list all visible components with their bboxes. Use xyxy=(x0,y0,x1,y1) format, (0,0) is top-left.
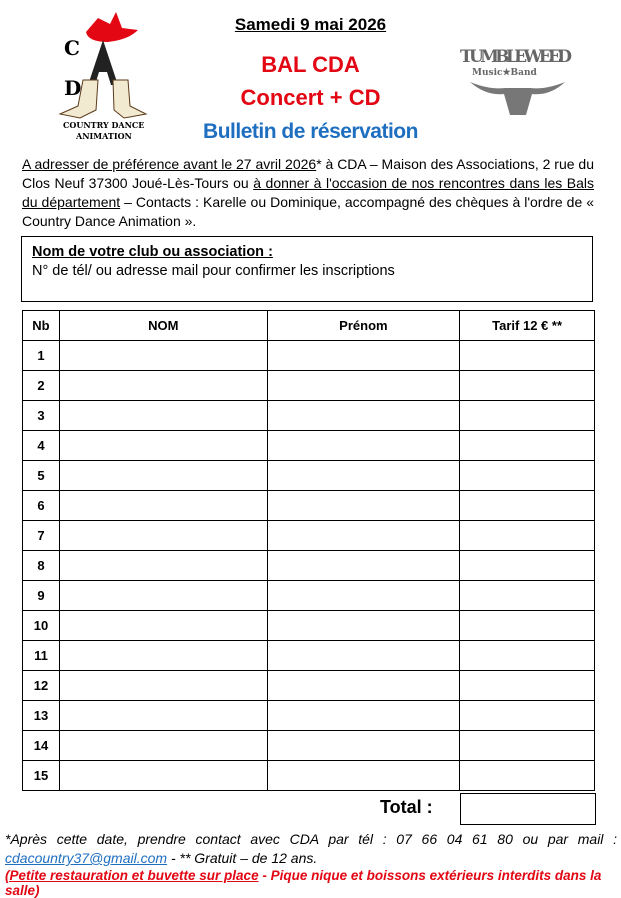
free-note: - ** Gratuit – de 12 ans. xyxy=(167,850,318,866)
tarif-cell[interactable] xyxy=(460,491,595,521)
prenom-cell[interactable] xyxy=(267,371,460,401)
nom-cell[interactable] xyxy=(59,611,267,641)
food-note-1: (Petite restauration et buvette sur place xyxy=(5,868,259,883)
nom-cell[interactable] xyxy=(59,671,267,701)
table-row xyxy=(23,401,595,431)
event-subtitle: Concert + CD xyxy=(240,85,381,110)
club-box[interactable] xyxy=(21,236,593,302)
table-row xyxy=(23,701,595,731)
nom-cell[interactable] xyxy=(59,401,267,431)
prenom-cell[interactable] xyxy=(267,701,460,731)
row-number: 11 xyxy=(23,641,60,671)
prenom-cell[interactable] xyxy=(267,551,460,581)
row-number: 5 xyxy=(23,461,60,491)
table-row xyxy=(23,371,595,401)
tarif-cell[interactable] xyxy=(460,521,595,551)
table-row xyxy=(23,581,595,611)
table-header xyxy=(23,311,595,341)
col-tarif: Tarif 12 € ** xyxy=(460,311,595,341)
row-number: 1 xyxy=(23,341,60,371)
table-row xyxy=(23,431,595,461)
svg-text:TUMBLEWEED: TUMBLEWEED xyxy=(460,47,572,67)
prenom-cell[interactable] xyxy=(267,431,460,461)
prenom-cell[interactable] xyxy=(267,491,460,521)
row-number: 4 xyxy=(23,431,60,461)
table-row xyxy=(23,461,595,491)
row-number: 15 xyxy=(23,761,60,791)
row-number: 10 xyxy=(23,611,60,641)
row-number: 6 xyxy=(23,491,60,521)
row-number: 8 xyxy=(23,551,60,581)
row-number: 3 xyxy=(23,401,60,431)
nom-cell[interactable] xyxy=(59,461,267,491)
svg-text:COUNTRY DANCE: COUNTRY DANCE xyxy=(63,120,145,130)
club-label: Nom de votre club ou association : xyxy=(32,244,273,260)
tarif-cell[interactable] xyxy=(460,581,595,611)
nom-cell[interactable] xyxy=(59,371,267,401)
row-number: 9 xyxy=(23,581,60,611)
svg-text:ANIMATION: ANIMATION xyxy=(76,131,132,141)
svg-text:C: C xyxy=(64,36,80,60)
nom-cell[interactable] xyxy=(59,551,267,581)
prenom-cell[interactable] xyxy=(267,671,460,701)
table-row xyxy=(23,491,595,521)
event-date: Samedi 9 mai 2026 xyxy=(234,15,387,34)
table-row xyxy=(23,611,595,641)
nom-cell[interactable] xyxy=(59,581,267,611)
prenom-cell[interactable] xyxy=(267,521,460,551)
event-title: BAL CDA xyxy=(261,52,360,77)
tarif-cell[interactable] xyxy=(460,671,595,701)
nom-cell[interactable] xyxy=(59,641,267,671)
table-row xyxy=(23,671,595,701)
nom-cell[interactable] xyxy=(59,731,267,761)
row-number: 13 xyxy=(23,701,60,731)
footer-note xyxy=(5,830,617,868)
tarif-cell[interactable] xyxy=(460,641,595,671)
tarif-cell[interactable] xyxy=(460,611,595,641)
email-link[interactable]: cdacountry37@gmail.com xyxy=(5,850,168,866)
col-prenom: Prénom xyxy=(267,311,460,341)
tarif-cell[interactable] xyxy=(460,761,595,791)
tarif-cell[interactable] xyxy=(460,701,595,731)
form-heading: Bulletin de réservation xyxy=(203,120,418,143)
address: * à CDA – Maison des Associations, 2 rue du Clos Neuf 37300 Joué-Lès-Tours ou xyxy=(22,156,595,191)
nom-cell[interactable] xyxy=(59,341,267,371)
instructions xyxy=(22,155,594,231)
total-field[interactable] xyxy=(460,793,596,825)
prenom-cell[interactable] xyxy=(267,341,460,371)
tarif-cell[interactable] xyxy=(460,341,595,371)
tarif-cell[interactable] xyxy=(460,731,595,761)
nom-cell[interactable] xyxy=(59,761,267,791)
table-row xyxy=(23,761,595,791)
tarif-cell[interactable] xyxy=(460,461,595,491)
col-nom: NOM xyxy=(59,311,267,341)
tarif-cell[interactable] xyxy=(460,431,595,461)
svg-text:D: D xyxy=(64,76,82,100)
nom-cell[interactable] xyxy=(59,431,267,461)
tarif-cell[interactable] xyxy=(460,551,595,581)
contacts: – Contacts : Karelle ou Dominique, accompagné des chèques à l'ordre de « Country Dance Animation ». xyxy=(22,194,594,229)
row-number: 12 xyxy=(23,671,60,701)
prenom-cell[interactable] xyxy=(267,401,460,431)
table-row xyxy=(23,731,595,761)
tarif-cell[interactable] xyxy=(460,371,595,401)
prenom-cell[interactable] xyxy=(267,731,460,761)
svg-text:Music★Band: Music★Band xyxy=(472,68,537,78)
row-number: 2 xyxy=(23,371,60,401)
food-note xyxy=(5,868,621,898)
table-row xyxy=(23,551,595,581)
tarif-cell[interactable] xyxy=(460,401,595,431)
row-number: 14 xyxy=(23,731,60,761)
deadline: A adresser de préférence avant le 27 avril 2026 xyxy=(22,156,317,172)
contact-label: N° de tél/ ou adresse mail pour confirmer les inscriptions xyxy=(32,263,395,279)
nom-cell[interactable] xyxy=(59,521,267,551)
prenom-cell[interactable] xyxy=(267,581,460,611)
table-row xyxy=(23,641,595,671)
nom-cell[interactable] xyxy=(59,701,267,731)
row-number: 7 xyxy=(23,521,60,551)
nom-cell[interactable] xyxy=(59,491,267,521)
col-nb: Nb xyxy=(23,311,60,341)
note-text: *Après cette date, prendre contact avec CDA par tél : 07 66 04 61 80 ou par mail : xyxy=(5,831,617,847)
food-note-2: - Pique nique et boissons extérieurs interdits dans la salle) xyxy=(5,868,602,898)
table-row xyxy=(23,341,595,371)
prenom-cell[interactable] xyxy=(267,611,460,641)
prenom-cell[interactable] xyxy=(267,761,460,791)
reservation-table xyxy=(22,310,595,791)
table-row xyxy=(23,521,595,551)
total-label: Total : xyxy=(380,797,433,817)
prenom-cell[interactable] xyxy=(267,461,460,491)
prenom-cell[interactable] xyxy=(267,641,460,671)
handover-note: à donner à l'occasion de nos rencontres dans les Bals du département xyxy=(22,175,594,210)
